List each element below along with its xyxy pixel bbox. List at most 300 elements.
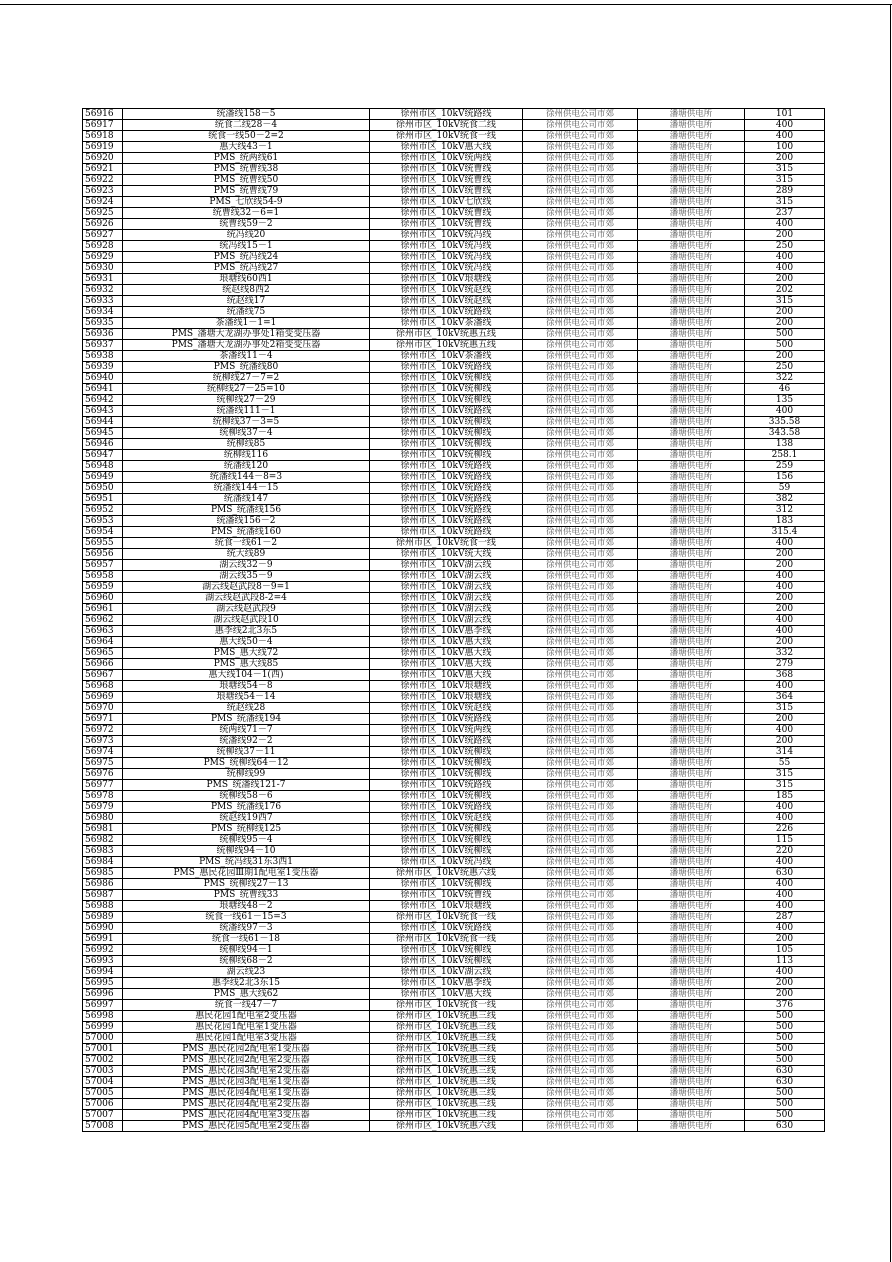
transformer-name-cell: PMS_统潘线121-7: [123, 780, 370, 791]
station-cell: 潘塘供电所: [638, 538, 745, 549]
capacity-cell: 100: [745, 142, 825, 153]
feeder-line-cell: 徐州市区_10kV湖云线: [370, 571, 523, 582]
station-cell: 潘塘供电所: [638, 846, 745, 857]
company-cell: 徐州供电公司市郊: [523, 1000, 638, 1011]
transformer-name-cell: 统柳线27－25=10: [123, 384, 370, 395]
row-id-cell: 56957: [83, 560, 123, 571]
row-id-cell: 56939: [83, 362, 123, 373]
row-id-cell: 56932: [83, 285, 123, 296]
transformer-name-cell: 统柳线37－4: [123, 428, 370, 439]
feeder-line-cell: 徐州市区_10kV惠大线: [370, 142, 523, 153]
table-row: [83, 351, 825, 362]
company-cell: 徐州供电公司市郊: [523, 703, 638, 714]
feeder-line-cell: 徐州市区_10kV统柳线: [370, 439, 523, 450]
company-cell: 徐州供电公司市郊: [523, 538, 638, 549]
table-row: [83, 428, 825, 439]
company-cell: 徐州供电公司市郊: [523, 483, 638, 494]
capacity-cell: 250: [745, 241, 825, 252]
table-row: [83, 120, 825, 131]
company-cell: 徐州供电公司市郊: [523, 318, 638, 329]
company-cell: 徐州供电公司市郊: [523, 219, 638, 230]
feeder-line-cell: 徐州市区_10kV统柳线: [370, 428, 523, 439]
row-id-cell: 56918: [83, 131, 123, 142]
company-cell: 徐州供电公司市郊: [523, 329, 638, 340]
table-row: [83, 945, 825, 956]
table-row: [83, 791, 825, 802]
station-cell: 潘塘供电所: [638, 439, 745, 450]
station-cell: 潘塘供电所: [638, 956, 745, 967]
company-cell: 徐州供电公司市郊: [523, 791, 638, 802]
company-cell: 徐州供电公司市郊: [523, 461, 638, 472]
row-id-cell: 57004: [83, 1077, 123, 1088]
station-cell: 潘塘供电所: [638, 549, 745, 560]
table-row: [83, 813, 825, 824]
table-row: [83, 582, 825, 593]
row-id-cell: 56934: [83, 307, 123, 318]
transformer-name-cell: PMS_惠民花园4配电室1变压器: [123, 1088, 370, 1099]
transformer-name-cell: 统食一线61－15=3: [123, 912, 370, 923]
transformer-name-cell: 惠李线2北3东15: [123, 978, 370, 989]
row-id-cell: 56963: [83, 626, 123, 637]
company-cell: 徐州供电公司市郊: [523, 274, 638, 285]
row-id-cell: 56994: [83, 967, 123, 978]
feeder-line-cell: 徐州市区_10kV统惠六线: [370, 868, 523, 879]
station-cell: 潘塘供电所: [638, 362, 745, 373]
company-cell: 徐州供电公司市郊: [523, 725, 638, 736]
row-id-cell: 56936: [83, 329, 123, 340]
row-id-cell: 57001: [83, 1044, 123, 1055]
table-row: [83, 868, 825, 879]
feeder-line-cell: 徐州市区_10kV统柳线: [370, 747, 523, 758]
company-cell: 徐州供电公司市郊: [523, 142, 638, 153]
row-id-cell: 56968: [83, 681, 123, 692]
capacity-cell: 59: [745, 483, 825, 494]
company-cell: 徐州供电公司市郊: [523, 637, 638, 648]
station-cell: 潘塘供电所: [638, 131, 745, 142]
transformer-name-cell: PMS_统柳线27－13: [123, 879, 370, 890]
station-cell: 潘塘供电所: [638, 967, 745, 978]
table-row: [83, 164, 825, 175]
feeder-line-cell: 徐州市区_10kV统冯线: [370, 857, 523, 868]
transformer-name-cell: 统柳线37－11: [123, 747, 370, 758]
capacity-cell: 315: [745, 197, 825, 208]
feeder-line-cell: 徐州市区_10kV统曹线: [370, 219, 523, 230]
station-cell: 潘塘供电所: [638, 109, 745, 120]
table-row: [83, 967, 825, 978]
feeder-line-cell: 徐州市区_10kV统食一线: [370, 1000, 523, 1011]
capacity-cell: 312: [745, 505, 825, 516]
table-row: [83, 615, 825, 626]
capacity-cell: 400: [745, 571, 825, 582]
feeder-line-cell: 徐州市区_10kV惠大线: [370, 989, 523, 1000]
capacity-cell: 400: [745, 120, 825, 131]
capacity-cell: 315: [745, 780, 825, 791]
table-row: [83, 923, 825, 934]
company-cell: 徐州供电公司市郊: [523, 1066, 638, 1077]
capacity-cell: 400: [745, 263, 825, 274]
station-cell: 潘塘供电所: [638, 802, 745, 813]
transformer-name-cell: 统赵线17: [123, 296, 370, 307]
row-id-cell: 56916: [83, 109, 123, 120]
row-id-cell: 56962: [83, 615, 123, 626]
capacity-cell: 55: [745, 758, 825, 769]
row-id-cell: 56928: [83, 241, 123, 252]
station-cell: 潘塘供电所: [638, 285, 745, 296]
row-id-cell: 56998: [83, 1011, 123, 1022]
row-id-cell: 56940: [83, 373, 123, 384]
capacity-cell: 500: [745, 1099, 825, 1110]
transformer-name-cell: 统柳线85: [123, 439, 370, 450]
transformer-name-cell: 湖云线23: [123, 967, 370, 978]
transformer-name-cell: PMS_惠民花园4配电室3变压器: [123, 1110, 370, 1121]
capacity-cell: 258.1: [745, 450, 825, 461]
capacity-cell: 101: [745, 109, 825, 120]
company-cell: 徐州供电公司市郊: [523, 494, 638, 505]
transformer-name-cell: PMS_统曹线50: [123, 175, 370, 186]
company-cell: 徐州供电公司市郊: [523, 1099, 638, 1110]
capacity-cell: 630: [745, 1066, 825, 1077]
capacity-cell: 202: [745, 285, 825, 296]
feeder-line-cell: 徐州市区_10kV统路线: [370, 527, 523, 538]
transformer-name-cell: 湖云线赵武段8－9=1: [123, 582, 370, 593]
station-cell: 潘塘供电所: [638, 725, 745, 736]
feeder-line-cell: 徐州市区_10kV统冯线: [370, 241, 523, 252]
company-cell: 徐州供电公司市郊: [523, 285, 638, 296]
capacity-cell: 279: [745, 659, 825, 670]
table-row: [83, 472, 825, 483]
station-cell: 潘塘供电所: [638, 120, 745, 131]
capacity-cell: 400: [745, 131, 825, 142]
row-id-cell: 56929: [83, 252, 123, 263]
capacity-cell: 315: [745, 164, 825, 175]
capacity-cell: 376: [745, 1000, 825, 1011]
capacity-cell: 314: [745, 747, 825, 758]
capacity-cell: 630: [745, 868, 825, 879]
row-id-cell: 57006: [83, 1099, 123, 1110]
capacity-cell: 200: [745, 351, 825, 362]
company-cell: 徐州供电公司市郊: [523, 604, 638, 615]
feeder-line-cell: 徐州市区_10kV琅塘线: [370, 274, 523, 285]
station-cell: 潘塘供电所: [638, 1000, 745, 1011]
station-cell: 潘塘供电所: [638, 340, 745, 351]
transformer-name-cell: PMS_统曹线33: [123, 890, 370, 901]
table-row: [83, 373, 825, 384]
table-row: [83, 824, 825, 835]
feeder-line-cell: 徐州市区_10kV统柳线: [370, 791, 523, 802]
row-id-cell: 56921: [83, 164, 123, 175]
row-id-cell: 57005: [83, 1088, 123, 1099]
feeder-line-cell: 徐州市区_10kV统赵线: [370, 813, 523, 824]
company-cell: 徐州供电公司市郊: [523, 868, 638, 879]
capacity-cell: 400: [745, 901, 825, 912]
company-cell: 徐州供电公司市郊: [523, 296, 638, 307]
transformer-name-cell: PMS_惠大线72: [123, 648, 370, 659]
station-cell: 潘塘供电所: [638, 571, 745, 582]
station-cell: 潘塘供电所: [638, 978, 745, 989]
station-cell: 潘塘供电所: [638, 175, 745, 186]
row-id-cell: 56953: [83, 516, 123, 527]
company-cell: 徐州供电公司市郊: [523, 758, 638, 769]
capacity-cell: 400: [745, 813, 825, 824]
table-row: [83, 1077, 825, 1088]
capacity-cell: 156: [745, 472, 825, 483]
station-cell: 潘塘供电所: [638, 1110, 745, 1121]
company-cell: 徐州供电公司市郊: [523, 615, 638, 626]
row-id-cell: 56950: [83, 483, 123, 494]
transformer-name-cell: PMS_统潘线176: [123, 802, 370, 813]
station-cell: 潘塘供电所: [638, 769, 745, 780]
capacity-cell: 200: [745, 307, 825, 318]
company-cell: 徐州供电公司市郊: [523, 1088, 638, 1099]
station-cell: 潘塘供电所: [638, 835, 745, 846]
capacity-cell: 400: [745, 615, 825, 626]
capacity-cell: 185: [745, 791, 825, 802]
station-cell: 潘塘供电所: [638, 527, 745, 538]
company-cell: 徐州供电公司市郊: [523, 593, 638, 604]
company-cell: 徐州供电公司市郊: [523, 186, 638, 197]
feeder-line-cell: 徐州市区_10kV统惠三线: [370, 1099, 523, 1110]
transformer-name-cell: 茶潘线11－4: [123, 351, 370, 362]
row-id-cell: 56972: [83, 725, 123, 736]
table-row: [83, 362, 825, 373]
company-cell: 徐州供电公司市郊: [523, 560, 638, 571]
feeder-line-cell: 徐州市区_10kV统惠三线: [370, 1088, 523, 1099]
company-cell: 徐州供电公司市郊: [523, 428, 638, 439]
feeder-line-cell: 徐州市区_10kV统惠三线: [370, 1055, 523, 1066]
table-row: [83, 758, 825, 769]
feeder-line-cell: 徐州市区_10kV统惠三线: [370, 1033, 523, 1044]
company-cell: 徐州供电公司市郊: [523, 846, 638, 857]
transformer-name-cell: PMS_潘塘大龙湖办事处2箱变变压器: [123, 340, 370, 351]
table-row: [83, 912, 825, 923]
capacity-cell: 226: [745, 824, 825, 835]
transformer-name-cell: PMS_惠民花园3配电室2变压器: [123, 1066, 370, 1077]
feeder-line-cell: 徐州市区_10kV统路线: [370, 780, 523, 791]
row-id-cell: 56951: [83, 494, 123, 505]
company-cell: 徐州供电公司市郊: [523, 857, 638, 868]
row-id-cell: 56971: [83, 714, 123, 725]
company-cell: 徐州供电公司市郊: [523, 1110, 638, 1121]
row-id-cell: 56954: [83, 527, 123, 538]
row-id-cell: 56949: [83, 472, 123, 483]
transformer-name-cell: 统柳线27－29: [123, 395, 370, 406]
feeder-line-cell: 徐州市区_10kV统惠三线: [370, 1110, 523, 1121]
company-cell: 徐州供电公司市郊: [523, 670, 638, 681]
transformer-name-cell: PMS_惠民花园2配电室1变压器: [123, 1044, 370, 1055]
transformer-name-cell: 统食一线50－2=2: [123, 131, 370, 142]
table-row: [83, 604, 825, 615]
station-cell: 潘塘供电所: [638, 1121, 745, 1132]
capacity-cell: 400: [745, 857, 825, 868]
feeder-line-cell: 徐州市区_10kV统路线: [370, 516, 523, 527]
station-cell: 潘塘供电所: [638, 780, 745, 791]
company-cell: 徐州供电公司市郊: [523, 626, 638, 637]
transformer-name-cell: 统潘线120: [123, 461, 370, 472]
row-id-cell: 56935: [83, 318, 123, 329]
feeder-line-cell: 徐州市区_10kV统惠六线: [370, 1121, 523, 1132]
table-row: [83, 901, 825, 912]
capacity-cell: 368: [745, 670, 825, 681]
station-cell: 潘塘供电所: [638, 1022, 745, 1033]
table-row: [83, 274, 825, 285]
feeder-line-cell: 徐州市区_10kV统冯线: [370, 230, 523, 241]
table-row: [83, 175, 825, 186]
capacity-cell: 332: [745, 648, 825, 659]
station-cell: 潘塘供电所: [638, 648, 745, 659]
transformer-name-cell: 统柳线116: [123, 450, 370, 461]
transformer-name-cell: 琅塘线48－2: [123, 901, 370, 912]
table-row: [83, 241, 825, 252]
capacity-cell: 322: [745, 373, 825, 384]
capacity-cell: 630: [745, 1121, 825, 1132]
capacity-cell: 400: [745, 923, 825, 934]
transformer-name-cell: PMS_统柳线64－12: [123, 758, 370, 769]
station-cell: 潘塘供电所: [638, 714, 745, 725]
capacity-cell: 500: [745, 1044, 825, 1055]
row-id-cell: 56958: [83, 571, 123, 582]
station-cell: 潘塘供电所: [638, 901, 745, 912]
table-row: [83, 978, 825, 989]
capacity-cell: 500: [745, 1110, 825, 1121]
company-cell: 徐州供电公司市郊: [523, 890, 638, 901]
feeder-line-cell: 徐州市区_10kV统路线: [370, 472, 523, 483]
row-id-cell: 56930: [83, 263, 123, 274]
table-row: [83, 846, 825, 857]
table-row: [83, 802, 825, 813]
company-cell: 徐州供电公司市郊: [523, 923, 638, 934]
company-cell: 徐州供电公司市郊: [523, 208, 638, 219]
row-id-cell: 56922: [83, 175, 123, 186]
station-cell: 潘塘供电所: [638, 472, 745, 483]
station-cell: 潘塘供电所: [638, 934, 745, 945]
feeder-line-cell: 徐州市区_10kV统柳线: [370, 395, 523, 406]
table-row: [83, 153, 825, 164]
company-cell: 徐州供电公司市郊: [523, 681, 638, 692]
capacity-cell: 289: [745, 186, 825, 197]
capacity-cell: 400: [745, 681, 825, 692]
feeder-line-cell: 徐州市区_10kV统两线: [370, 725, 523, 736]
row-id-cell: 56944: [83, 417, 123, 428]
station-cell: 潘塘供电所: [638, 1055, 745, 1066]
station-cell: 潘塘供电所: [638, 703, 745, 714]
capacity-cell: 500: [745, 340, 825, 351]
table-row: [83, 494, 825, 505]
feeder-line-cell: 徐州市区_10kV统路线: [370, 494, 523, 505]
feeder-line-cell: 徐州市区_10kV惠李线: [370, 978, 523, 989]
row-id-cell: 56943: [83, 406, 123, 417]
transformer-name-cell: 统柳线99: [123, 769, 370, 780]
capacity-cell: 500: [745, 1088, 825, 1099]
feeder-line-cell: 徐州市区_10kV统食二线: [370, 120, 523, 131]
row-id-cell: 56931: [83, 274, 123, 285]
row-id-cell: 56974: [83, 747, 123, 758]
table-row: [83, 736, 825, 747]
transformer-name-cell: 湖云线赵武段9: [123, 604, 370, 615]
capacity-cell: 315: [745, 175, 825, 186]
company-cell: 徐州供电公司市郊: [523, 824, 638, 835]
table-row: [83, 142, 825, 153]
row-id-cell: 56952: [83, 505, 123, 516]
feeder-line-cell: 徐州市区_10kV惠大线: [370, 648, 523, 659]
company-cell: 徐州供电公司市郊: [523, 417, 638, 428]
table-row: [83, 197, 825, 208]
station-cell: 潘塘供电所: [638, 307, 745, 318]
station-cell: 潘塘供电所: [638, 1066, 745, 1077]
capacity-cell: 400: [745, 538, 825, 549]
company-cell: 徐州供电公司市郊: [523, 131, 638, 142]
transformer-name-cell: 湖云线赵武段8-2=4: [123, 593, 370, 604]
company-cell: 徐州供电公司市郊: [523, 967, 638, 978]
company-cell: 徐州供电公司市郊: [523, 1121, 638, 1132]
station-cell: 潘塘供电所: [638, 615, 745, 626]
table-row: [83, 1055, 825, 1066]
capacity-cell: 200: [745, 153, 825, 164]
station-cell: 潘塘供电所: [638, 912, 745, 923]
station-cell: 潘塘供电所: [638, 626, 745, 637]
row-id-cell: 56988: [83, 901, 123, 912]
company-cell: 徐州供电公司市郊: [523, 1022, 638, 1033]
feeder-line-cell: 徐州市区_10kV统路线: [370, 406, 523, 417]
feeder-line-cell: 徐州市区_10kV统柳线: [370, 384, 523, 395]
capacity-cell: 287: [745, 912, 825, 923]
company-cell: 徐州供电公司市郊: [523, 1011, 638, 1022]
table-row: [83, 1099, 825, 1110]
station-cell: 潘塘供电所: [638, 1088, 745, 1099]
capacity-cell: 115: [745, 835, 825, 846]
capacity-cell: 200: [745, 934, 825, 945]
row-id-cell: 56961: [83, 604, 123, 615]
station-cell: 潘塘供电所: [638, 560, 745, 571]
company-cell: 徐州供电公司市郊: [523, 307, 638, 318]
table-row: [83, 527, 825, 538]
table-row: [83, 879, 825, 890]
station-cell: 潘塘供电所: [638, 692, 745, 703]
table-row: [83, 406, 825, 417]
company-cell: 徐州供电公司市郊: [523, 505, 638, 516]
feeder-line-cell: 徐州市区_10kV琅塘线: [370, 901, 523, 912]
feeder-line-cell: 徐州市区_10kV湖云线: [370, 593, 523, 604]
transformer-name-cell: 统赵线28: [123, 703, 370, 714]
transformer-name-cell: 统柳线94－10: [123, 846, 370, 857]
feeder-line-cell: 徐州市区_10kV统惠三线: [370, 1044, 523, 1055]
station-cell: 潘塘供电所: [638, 582, 745, 593]
transformer-name-cell: 惠民花园1配电室2变压器: [123, 1011, 370, 1022]
transformer-name-cell: 湖云线32－9: [123, 560, 370, 571]
row-id-cell: 56982: [83, 835, 123, 846]
row-id-cell: 56983: [83, 846, 123, 857]
station-cell: 潘塘供电所: [638, 274, 745, 285]
transformer-name-cell: 惠李线2北3东5: [123, 626, 370, 637]
capacity-cell: 200: [745, 989, 825, 1000]
table-row: [83, 681, 825, 692]
table-row: [83, 714, 825, 725]
table-row: [83, 692, 825, 703]
transformer-name-cell: PMS_惠大线62: [123, 989, 370, 1000]
company-cell: 徐州供电公司市郊: [523, 164, 638, 175]
capacity-cell: 200: [745, 560, 825, 571]
feeder-line-cell: 徐州市区_10kV琅塘线: [370, 681, 523, 692]
table-row: [83, 329, 825, 340]
row-id-cell: 56937: [83, 340, 123, 351]
row-id-cell: 56985: [83, 868, 123, 879]
company-cell: 徐州供电公司市郊: [523, 934, 638, 945]
row-id-cell: 56947: [83, 450, 123, 461]
transformer-name-cell: 统两线71－7: [123, 725, 370, 736]
row-id-cell: 56976: [83, 769, 123, 780]
station-cell: 潘塘供电所: [638, 670, 745, 681]
transformer-name-cell: 惠大线104－1(西): [123, 670, 370, 681]
capacity-cell: 400: [745, 219, 825, 230]
